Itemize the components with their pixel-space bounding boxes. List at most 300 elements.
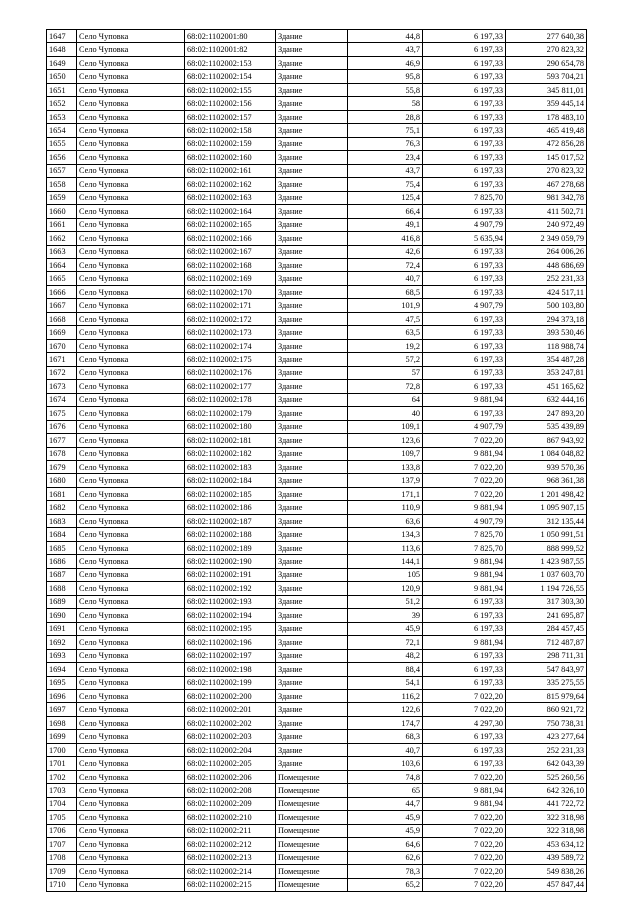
cadastral-number-cell: 68:02:1102002:157: [185, 110, 276, 123]
object-type-cell: Здание: [276, 420, 348, 433]
unit-value-cell: 4 297,30: [423, 716, 506, 729]
object-type-cell: Здание: [276, 514, 348, 527]
unit-value-cell: 6 197,33: [423, 110, 506, 123]
cadastral-number-cell: 68:02:1102002:201: [185, 703, 276, 716]
object-type-cell: Помещение: [276, 824, 348, 837]
settlement-cell: Село Чуповка: [77, 770, 185, 783]
area-cell: 62,6: [348, 851, 423, 864]
cadastral-value-cell: 322 318,98: [506, 824, 587, 837]
area-cell: 45,9: [348, 622, 423, 635]
cadastral-number-cell: 68:02:1102002:164: [185, 205, 276, 218]
row-number-cell: 1691: [47, 622, 77, 635]
row-number-cell: 1653: [47, 110, 77, 123]
area-cell: 72,4: [348, 258, 423, 271]
table-row: [47, 326, 587, 339]
settlement-cell: Село Чуповка: [77, 689, 185, 702]
row-number-cell: 1684: [47, 528, 77, 541]
cadastral-value-cell: 423 277,64: [506, 730, 587, 743]
table-row: [47, 811, 587, 824]
unit-value-cell: 7 825,70: [423, 191, 506, 204]
cadastral-value-cell: 535 439,89: [506, 420, 587, 433]
cadastral-number-cell: 68:02:1102002:185: [185, 487, 276, 500]
cadastral-number-cell: 68:02:1102002:215: [185, 878, 276, 891]
area-cell: 72,1: [348, 636, 423, 649]
object-type-cell: Здание: [276, 326, 348, 339]
row-number-cell: 1683: [47, 514, 77, 527]
unit-value-cell: 7 022,20: [423, 770, 506, 783]
unit-value-cell: 6 197,33: [423, 622, 506, 635]
object-type-cell: Здание: [276, 30, 348, 43]
settlement-cell: Село Чуповка: [77, 461, 185, 474]
unit-value-cell: 6 197,33: [423, 97, 506, 110]
row-number-cell: 1660: [47, 205, 77, 218]
area-cell: 120,9: [348, 582, 423, 595]
settlement-cell: Село Чуповка: [77, 56, 185, 69]
object-type-cell: Здание: [276, 70, 348, 83]
object-type-cell: Здание: [276, 434, 348, 447]
cadastral-number-cell: 68:02:1102002:179: [185, 407, 276, 420]
row-number-cell: 1710: [47, 878, 77, 891]
area-cell: 109,7: [348, 447, 423, 460]
object-type-cell: Помещение: [276, 797, 348, 810]
table-row: [47, 245, 587, 258]
row-number-cell: 1657: [47, 164, 77, 177]
table-row: [47, 555, 587, 568]
row-number-cell: 1695: [47, 676, 77, 689]
cadastral-number-cell: 68:02:1102002:195: [185, 622, 276, 635]
area-cell: 144,1: [348, 555, 423, 568]
settlement-cell: Село Чуповка: [77, 218, 185, 231]
settlement-cell: Село Чуповка: [77, 164, 185, 177]
table-row: [47, 447, 587, 460]
settlement-cell: Село Чуповка: [77, 514, 185, 527]
row-number-cell: 1655: [47, 137, 77, 150]
row-number-cell: 1661: [47, 218, 77, 231]
cadastral-value-cell: 411 502,71: [506, 205, 587, 218]
settlement-cell: Село Чуповка: [77, 878, 185, 891]
cadastral-value-cell: 145 017,52: [506, 151, 587, 164]
table-row: [47, 878, 587, 891]
cadastral-number-cell: 68:02:1102002:193: [185, 595, 276, 608]
area-cell: 134,3: [348, 528, 423, 541]
table-row: [47, 595, 587, 608]
table-row: [47, 407, 587, 420]
table-row: [47, 514, 587, 527]
settlement-cell: Село Чуповка: [77, 83, 185, 96]
row-number-cell: 1687: [47, 568, 77, 581]
settlement-cell: Село Чуповка: [77, 784, 185, 797]
area-cell: 40: [348, 407, 423, 420]
unit-value-cell: 6 197,33: [423, 178, 506, 191]
settlement-cell: Село Чуповка: [77, 555, 185, 568]
settlement-cell: Село Чуповка: [77, 205, 185, 218]
cadastral-value-cell: 354 487,28: [506, 353, 587, 366]
row-number-cell: 1671: [47, 353, 77, 366]
object-type-cell: Здание: [276, 595, 348, 608]
object-type-cell: Помещение: [276, 838, 348, 851]
unit-value-cell: 6 197,33: [423, 676, 506, 689]
unit-value-cell: 6 197,33: [423, 407, 506, 420]
area-cell: 68,3: [348, 730, 423, 743]
row-number-cell: 1680: [47, 474, 77, 487]
cadastral-number-cell: 68:02:1102002:187: [185, 514, 276, 527]
cadastral-number-cell: 68:02:1102002:197: [185, 649, 276, 662]
cadastral-value-cell: 2 349 059,79: [506, 232, 587, 245]
table-row: [47, 743, 587, 756]
cadastral-number-cell: 68:02:1102002:176: [185, 366, 276, 379]
object-type-cell: Здание: [276, 407, 348, 420]
object-type-cell: Помещение: [276, 770, 348, 783]
cadastral-value-cell: 525 260,56: [506, 770, 587, 783]
object-type-cell: Здание: [276, 568, 348, 581]
object-type-cell: Здание: [276, 461, 348, 474]
settlement-cell: Село Чуповка: [77, 757, 185, 770]
object-type-cell: Здание: [276, 703, 348, 716]
row-number-cell: 1674: [47, 393, 77, 406]
unit-value-cell: 6 197,33: [423, 609, 506, 622]
table-row: [47, 676, 587, 689]
table-row: [47, 474, 587, 487]
table-row: [47, 663, 587, 676]
object-type-cell: Здание: [276, 487, 348, 500]
cadastral-value-cell: 270 823,32: [506, 164, 587, 177]
object-type-cell: Здание: [276, 689, 348, 702]
unit-value-cell: 9 881,94: [423, 501, 506, 514]
cadastral-value-cell: 815 979,64: [506, 689, 587, 702]
row-number-cell: 1700: [47, 743, 77, 756]
unit-value-cell: 6 197,33: [423, 649, 506, 662]
settlement-cell: Село Чуповка: [77, 178, 185, 191]
object-type-cell: Здание: [276, 178, 348, 191]
row-number-cell: 1699: [47, 730, 77, 743]
row-number-cell: 1685: [47, 541, 77, 554]
cadastral-number-cell: 68:02:1102002:153: [185, 56, 276, 69]
settlement-cell: Село Чуповка: [77, 865, 185, 878]
unit-value-cell: 9 881,94: [423, 582, 506, 595]
table-row: [47, 178, 587, 191]
table-row: [47, 541, 587, 554]
settlement-cell: Село Чуповка: [77, 137, 185, 150]
table-row: [47, 258, 587, 271]
row-number-cell: 1659: [47, 191, 77, 204]
table-row: [47, 487, 587, 500]
cadastral-value-cell: 298 711,31: [506, 649, 587, 662]
table-row: [47, 461, 587, 474]
area-cell: 123,6: [348, 434, 423, 447]
settlement-cell: Село Чуповка: [77, 110, 185, 123]
unit-value-cell: 7 022,20: [423, 865, 506, 878]
object-type-cell: Здание: [276, 97, 348, 110]
area-cell: 74,8: [348, 770, 423, 783]
area-cell: 43,7: [348, 43, 423, 56]
cadastral-number-cell: 68:02:1102002:155: [185, 83, 276, 96]
cadastral-number-cell: 68:02:1102002:159: [185, 137, 276, 150]
row-number-cell: 1704: [47, 797, 77, 810]
cadastral-value-cell: 1 194 726,55: [506, 582, 587, 595]
cadastral-value-cell: 252 231,33: [506, 743, 587, 756]
cadastral-value-cell: 1 095 907,15: [506, 501, 587, 514]
settlement-cell: Село Чуповка: [77, 43, 185, 56]
cadastral-value-cell: 441 722,72: [506, 797, 587, 810]
table-row: [47, 353, 587, 366]
area-cell: 48,2: [348, 649, 423, 662]
row-number-cell: 1697: [47, 703, 77, 716]
cadastral-number-cell: 68:02:1102002:213: [185, 851, 276, 864]
settlement-cell: Село Чуповка: [77, 501, 185, 514]
cadastral-value-cell: 549 838,26: [506, 865, 587, 878]
area-cell: 65: [348, 784, 423, 797]
object-type-cell: Здание: [276, 541, 348, 554]
cadastral-value-cell: 1 201 498,42: [506, 487, 587, 500]
row-number-cell: 1701: [47, 757, 77, 770]
table-row: [47, 609, 587, 622]
unit-value-cell: 6 197,33: [423, 30, 506, 43]
unit-value-cell: 6 197,33: [423, 151, 506, 164]
settlement-cell: Село Чуповка: [77, 851, 185, 864]
row-number-cell: 1686: [47, 555, 77, 568]
settlement-cell: Село Чуповка: [77, 258, 185, 271]
object-type-cell: Здание: [276, 636, 348, 649]
table-row: [47, 312, 587, 325]
area-cell: 63,5: [348, 326, 423, 339]
object-type-cell: Здание: [276, 663, 348, 676]
cadastral-value-cell: 712 487,87: [506, 636, 587, 649]
settlement-cell: Село Чуповка: [77, 245, 185, 258]
object-type-cell: Здание: [276, 312, 348, 325]
settlement-cell: Село Чуповка: [77, 366, 185, 379]
table-row: [47, 434, 587, 447]
area-cell: 66,4: [348, 205, 423, 218]
object-type-cell: Здание: [276, 393, 348, 406]
unit-value-cell: 6 197,33: [423, 258, 506, 271]
cadastral-number-cell: 68:02:1102002:204: [185, 743, 276, 756]
settlement-cell: Село Чуповка: [77, 743, 185, 756]
area-cell: 40,7: [348, 272, 423, 285]
cadastral-value-cell: 317 303,30: [506, 595, 587, 608]
object-type-cell: Помещение: [276, 865, 348, 878]
cadastral-number-cell: 68:02:1102002:189: [185, 541, 276, 554]
area-cell: 72,8: [348, 380, 423, 393]
unit-value-cell: 6 197,33: [423, 743, 506, 756]
cadastral-value-cell: 457 847,44: [506, 878, 587, 891]
table-row: [47, 622, 587, 635]
area-cell: 63,6: [348, 514, 423, 527]
row-number-cell: 1709: [47, 865, 77, 878]
unit-value-cell: 6 197,33: [423, 70, 506, 83]
unit-value-cell: 7 825,70: [423, 528, 506, 541]
table-row: [47, 528, 587, 541]
settlement-cell: Село Чуповка: [77, 609, 185, 622]
cadastral-value-cell: 750 738,31: [506, 716, 587, 729]
unit-value-cell: 7 022,20: [423, 434, 506, 447]
cadastral-number-cell: 68:02:1102002:211: [185, 824, 276, 837]
settlement-cell: Село Чуповка: [77, 407, 185, 420]
settlement-cell: Село Чуповка: [77, 299, 185, 312]
area-cell: 51,2: [348, 595, 423, 608]
cadastral-number-cell: 68:02:1102002:183: [185, 461, 276, 474]
area-cell: 113,6: [348, 541, 423, 554]
table-row: [47, 568, 587, 581]
row-number-cell: 1664: [47, 258, 77, 271]
object-type-cell: Здание: [276, 258, 348, 271]
cadastral-value-cell: 345 811,01: [506, 83, 587, 96]
object-type-cell: Здание: [276, 757, 348, 770]
cadastral-number-cell: 68:02:1102002:188: [185, 528, 276, 541]
object-type-cell: Здание: [276, 447, 348, 460]
unit-value-cell: 7 022,20: [423, 878, 506, 891]
cadastral-number-cell: 68:02:1102002:180: [185, 420, 276, 433]
row-number-cell: 1707: [47, 838, 77, 851]
settlement-cell: Село Чуповка: [77, 824, 185, 837]
cadastral-number-cell: 68:02:1102002:170: [185, 285, 276, 298]
cadastral-value-cell: 178 483,10: [506, 110, 587, 123]
unit-value-cell: 6 197,33: [423, 43, 506, 56]
unit-value-cell: 6 197,33: [423, 137, 506, 150]
area-cell: 68,5: [348, 285, 423, 298]
area-cell: 64: [348, 393, 423, 406]
cadastral-number-cell: 68:02:1102002:160: [185, 151, 276, 164]
table-row: [47, 838, 587, 851]
settlement-cell: Село Чуповка: [77, 716, 185, 729]
unit-value-cell: 7 022,20: [423, 487, 506, 500]
cadastral-value-cell: 968 361,38: [506, 474, 587, 487]
area-cell: 416,8: [348, 232, 423, 245]
settlement-cell: Село Чуповка: [77, 151, 185, 164]
row-number-cell: 1676: [47, 420, 77, 433]
table-row: [47, 205, 587, 218]
object-type-cell: Здание: [276, 56, 348, 69]
settlement-cell: Село Чуповка: [77, 339, 185, 352]
cadastral-value-cell: 252 231,33: [506, 272, 587, 285]
row-number-cell: 1656: [47, 151, 77, 164]
cadastral-value-cell: 393 530,46: [506, 326, 587, 339]
cadastral-value-cell: 247 893,20: [506, 407, 587, 420]
cadastral-number-cell: 68:02:1102002:209: [185, 797, 276, 810]
table-row: [47, 716, 587, 729]
table-row: [47, 285, 587, 298]
area-cell: 44,8: [348, 30, 423, 43]
table-row: [47, 824, 587, 837]
cadastral-value-cell: 1 037 603,70: [506, 568, 587, 581]
cadastral-number-cell: 68:02:1102002:184: [185, 474, 276, 487]
unit-value-cell: 9 881,94: [423, 784, 506, 797]
object-type-cell: Здание: [276, 299, 348, 312]
cadastral-value-cell: 642 326,10: [506, 784, 587, 797]
unit-value-cell: 6 197,33: [423, 326, 506, 339]
object-type-cell: Здание: [276, 83, 348, 96]
area-cell: 42,6: [348, 245, 423, 258]
unit-value-cell: 7 022,20: [423, 689, 506, 702]
area-cell: 40,7: [348, 743, 423, 756]
cadastral-value-cell: 867 943,92: [506, 434, 587, 447]
unit-value-cell: 6 197,33: [423, 124, 506, 137]
settlement-cell: Село Чуповка: [77, 272, 185, 285]
settlement-cell: Село Чуповка: [77, 97, 185, 110]
area-cell: 43,7: [348, 164, 423, 177]
table-row: [47, 110, 587, 123]
table-row: [47, 797, 587, 810]
cadastral-value-cell: 547 843,97: [506, 663, 587, 676]
area-cell: 57,2: [348, 353, 423, 366]
cadastral-number-cell: 68:02:1102002:167: [185, 245, 276, 258]
settlement-cell: Село Чуповка: [77, 380, 185, 393]
cadastral-number-cell: 68:02:1102002:163: [185, 191, 276, 204]
unit-value-cell: 7 022,20: [423, 851, 506, 864]
area-cell: 137,9: [348, 474, 423, 487]
object-type-cell: Здание: [276, 366, 348, 379]
object-type-cell: Помещение: [276, 851, 348, 864]
row-number-cell: 1698: [47, 716, 77, 729]
cadastral-value-cell: 284 457,45: [506, 622, 587, 635]
area-cell: 28,8: [348, 110, 423, 123]
cadastral-value-cell: 353 247,81: [506, 366, 587, 379]
area-cell: 75,4: [348, 178, 423, 191]
cadastral-number-cell: 68:02:1102002:208: [185, 784, 276, 797]
cadastral-value-cell: 335 275,55: [506, 676, 587, 689]
unit-value-cell: 9 881,94: [423, 555, 506, 568]
table-row: [47, 689, 587, 702]
unit-value-cell: 9 881,94: [423, 393, 506, 406]
cadastral-number-cell: 68:02:1102002:186: [185, 501, 276, 514]
settlement-cell: Село Чуповка: [77, 636, 185, 649]
object-type-cell: Здание: [276, 285, 348, 298]
settlement-cell: Село Чуповка: [77, 568, 185, 581]
cadastral-number-cell: 68:02:1102002:178: [185, 393, 276, 406]
unit-value-cell: 7 022,20: [423, 703, 506, 716]
row-number-cell: 1652: [47, 97, 77, 110]
settlement-cell: Село Чуповка: [77, 703, 185, 716]
table-row: [47, 380, 587, 393]
area-cell: 44,7: [348, 797, 423, 810]
row-number-cell: 1670: [47, 339, 77, 352]
unit-value-cell: 6 197,33: [423, 312, 506, 325]
object-type-cell: Здание: [276, 164, 348, 177]
cadastral-value-cell: 1 084 048,82: [506, 447, 587, 460]
cadastral-number-cell: 68:02:1102002:165: [185, 218, 276, 231]
cadastral-value-cell: 467 278,68: [506, 178, 587, 191]
area-cell: 110,9: [348, 501, 423, 514]
area-cell: 171,1: [348, 487, 423, 500]
row-number-cell: 1654: [47, 124, 77, 137]
table-row: [47, 218, 587, 231]
object-type-cell: Здание: [276, 730, 348, 743]
table-row: [47, 339, 587, 352]
table-row: [47, 865, 587, 878]
unit-value-cell: 7 022,20: [423, 474, 506, 487]
unit-value-cell: 9 881,94: [423, 797, 506, 810]
table-row: [47, 636, 587, 649]
unit-value-cell: 7 022,20: [423, 838, 506, 851]
cadastral-number-cell: 68:02:1102002:203: [185, 730, 276, 743]
settlement-cell: Село Чуповка: [77, 528, 185, 541]
cadastral-value-cell: 642 043,39: [506, 757, 587, 770]
table-row: [47, 784, 587, 797]
object-type-cell: Здание: [276, 353, 348, 366]
unit-value-cell: 6 197,33: [423, 164, 506, 177]
object-type-cell: Помещение: [276, 784, 348, 797]
cadastral-number-cell: 68:02:1102002:158: [185, 124, 276, 137]
unit-value-cell: 6 197,33: [423, 663, 506, 676]
area-cell: 103,6: [348, 757, 423, 770]
cadastral-value-cell: 451 165,62: [506, 380, 587, 393]
cadastral-value-cell: 240 972,49: [506, 218, 587, 231]
cadastral-value-cell: 448 686,69: [506, 258, 587, 271]
area-cell: 105: [348, 568, 423, 581]
object-type-cell: Здание: [276, 649, 348, 662]
cadastral-number-cell: 68:02:1102002:161: [185, 164, 276, 177]
cadastral-value-cell: 632 444,16: [506, 393, 587, 406]
cadastral-number-cell: 68:02:1102002:169: [185, 272, 276, 285]
